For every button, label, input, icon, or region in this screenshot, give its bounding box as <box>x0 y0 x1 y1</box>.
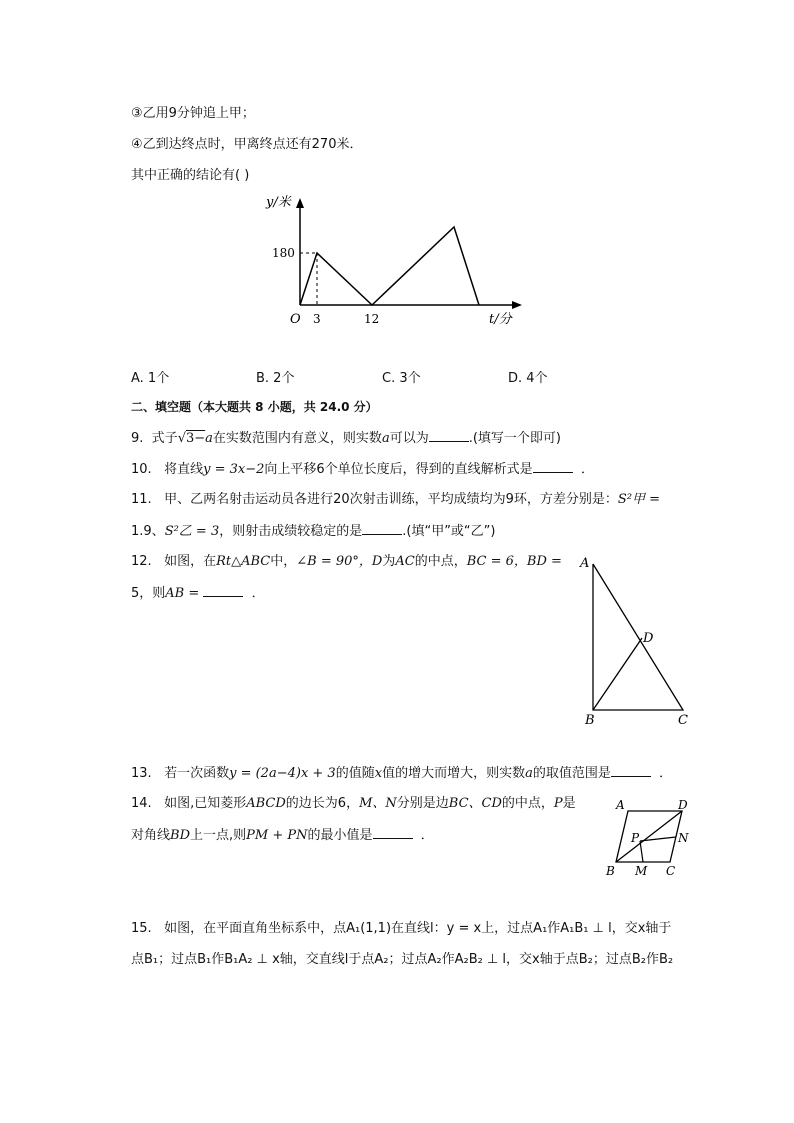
q9-var2: a <box>381 431 390 446</box>
q12-text-1a: 如图，在 <box>164 554 217 569</box>
q14-text-1d: 的中点， <box>501 796 554 811</box>
q14-p: P <box>553 796 563 811</box>
q11-num: 11. <box>131 492 152 507</box>
q13-text-a: 若一次函数 <box>164 766 230 781</box>
x-tick-3: 3 <box>313 312 321 326</box>
q15-text-1: 如图，在平面直角坐标系中，点A₁(1,1)在直线l：y = x上，过点A₁作A₁B₁ ⊥ l，交x轴于 <box>164 921 672 936</box>
q11-s-jia: S²甲 = <box>617 492 661 507</box>
q14-text-2c: 的最小值是 <box>307 828 373 843</box>
segment-bd <box>593 638 642 710</box>
section2-header: 二、填空题（本大题共 8 小题，共 24.0 分） <box>131 400 378 414</box>
q12-num: 12. <box>131 554 152 569</box>
q14-text-1c: 分别是边 <box>396 796 449 811</box>
option-d[interactable]: D. 4个 <box>508 371 548 386</box>
q14-bc-cd: BC、CD <box>448 796 502 811</box>
q14-line1 <box>131 795 576 813</box>
q12-ac: AC <box>395 554 415 569</box>
q14-label-m: M <box>635 864 648 878</box>
q9-sqrt: 3− <box>185 431 206 446</box>
q14-label-c: C <box>666 864 676 878</box>
q14-label-a: A <box>616 798 625 812</box>
q10-text-a: 将直线 <box>164 462 204 477</box>
q12-text-2a: 5，则 <box>131 586 166 601</box>
q9-text-c: 可以为 <box>389 431 429 446</box>
q14-text-1a: 如图,已知菱形 <box>164 796 247 811</box>
q12-ab: AB = <box>165 586 200 601</box>
distance-time-graph <box>260 190 530 335</box>
q11-text-2c: .(填“甲”或“乙”) <box>402 524 496 539</box>
sqrt-icon: √ <box>177 431 186 446</box>
q10-answer-blank[interactable] <box>533 460 573 473</box>
q15-line1 <box>131 920 671 938</box>
q13-text-e: ． <box>659 766 673 781</box>
triangle-abc <box>593 564 683 710</box>
y-axis-label: y/米 <box>266 195 291 210</box>
q12-text-1d: 的中点， <box>414 554 467 569</box>
q10-text-c: ． <box>580 462 594 477</box>
q13-text-c: 值的增大而增大，则实数 <box>382 766 526 781</box>
q12-angle: ∠B = 90°，D <box>296 554 383 569</box>
y-axis-arrow <box>296 198 304 208</box>
q14-text-2b: 上一点,则 <box>190 828 247 843</box>
q11-text-1: 甲、乙两名射击运动员各进行20次射击训练，平均成绩均为9环，方差分别是： <box>164 492 618 507</box>
question-prompt: 其中正确的结论有( ) <box>131 168 250 183</box>
q11-line1 <box>131 491 660 509</box>
q14-text-1b: 的边长为6， <box>285 796 360 811</box>
q13-x: x <box>374 766 383 781</box>
q14-pm-pn: PM + PN <box>246 828 308 843</box>
q11-s-yi: S²乙 = 3 <box>164 524 220 539</box>
q14-num: 14. <box>131 796 152 811</box>
q12-label-a: A <box>580 556 590 571</box>
q11-text-2b: ，则射击成绩较稳定的是 <box>219 524 363 539</box>
q14-label-p: P <box>631 831 640 845</box>
option-a[interactable]: A. 1个 <box>131 371 170 386</box>
q14-text-2a: 对角线 <box>131 828 171 843</box>
statement-3: ③乙用9分钟追上甲； <box>131 106 255 121</box>
x-tick-12: 12 <box>364 312 380 326</box>
q12-text-1b: 中， <box>270 554 297 569</box>
q13 <box>131 764 672 783</box>
q12-label-b: B <box>585 713 595 727</box>
q9 <box>131 429 561 448</box>
q9-text-b: 在实数范围内有意义，则实数 <box>212 431 382 446</box>
q12-label-d: D <box>643 631 654 646</box>
q12-text-1c: 为 <box>382 554 396 569</box>
q12-line2 <box>131 584 265 603</box>
q12-text-2b: ． <box>251 586 265 601</box>
statement-4: ④乙到达终点时，甲离终点还有270米． <box>131 137 363 152</box>
graph-line <box>300 227 479 305</box>
q13-text-d: 的取值范围是 <box>532 766 611 781</box>
q13-text-b: 的值随 <box>335 766 375 781</box>
q9-num: 9. <box>131 431 144 446</box>
q11-line2 <box>131 522 495 541</box>
q12-label-c: C <box>678 713 688 727</box>
q11-answer-blank[interactable] <box>362 522 402 535</box>
q14-answer-blank[interactable] <box>373 826 413 839</box>
segment-pm <box>640 841 643 862</box>
q10-num: 10. <box>131 462 152 477</box>
q12-answer-blank[interactable] <box>203 584 243 597</box>
q9-answer-blank[interactable] <box>429 429 469 442</box>
q14-abcd: ABCD <box>246 796 286 811</box>
option-c[interactable]: C. 3个 <box>382 371 421 386</box>
x-axis-arrow <box>512 301 522 309</box>
q13-answer-blank[interactable] <box>611 764 651 777</box>
q12-bc: BC = 6，BD = <box>466 554 562 569</box>
q14-rhombus-figure <box>600 795 710 880</box>
q15-num: 15. <box>131 921 152 936</box>
q10-expr: y = 3x−2 <box>203 462 265 477</box>
q14-bd: BD <box>170 828 190 843</box>
q13-expr: y = (2a−4)x + 3 <box>229 766 336 781</box>
q10 <box>131 460 594 479</box>
origin-label: O <box>290 312 301 327</box>
y-tick-180: 180 <box>272 246 295 260</box>
q13-var: a <box>525 766 533 781</box>
q14-label-n: N <box>678 831 689 845</box>
q10-text-b: 向上平移6个单位长度后，得到的直线解析式是 <box>264 462 533 477</box>
q14-mn: M、N <box>359 796 397 811</box>
q11-text-2a: 1.9、 <box>131 524 165 539</box>
q14-label-b: B <box>606 864 615 878</box>
q13-num: 13. <box>131 766 152 781</box>
q9-var: a <box>205 431 213 446</box>
option-b[interactable]: B. 2个 <box>256 371 295 386</box>
q14-text-2d: ． <box>420 828 434 843</box>
q12-line1 <box>131 553 562 571</box>
q9-text-a: 式子 <box>151 431 178 446</box>
q12-triangle-figure <box>575 552 700 727</box>
q15-line2: 点B₁；过点B₁作B₁A₂ ⊥ x轴，交直线l于点A₂；过点A₂作A₂B₂ ⊥ l，交x轴于点B₂；过点B₂作B₂ <box>131 952 674 967</box>
q14-label-d: D <box>678 798 688 812</box>
q14-text-1e: 是 <box>562 796 576 811</box>
q14-line2 <box>131 826 434 845</box>
q12-tri: Rt△ABC <box>216 554 271 569</box>
q9-text-d: .(填写一个即可) <box>468 431 561 446</box>
x-axis-label: t/分 <box>489 312 512 327</box>
